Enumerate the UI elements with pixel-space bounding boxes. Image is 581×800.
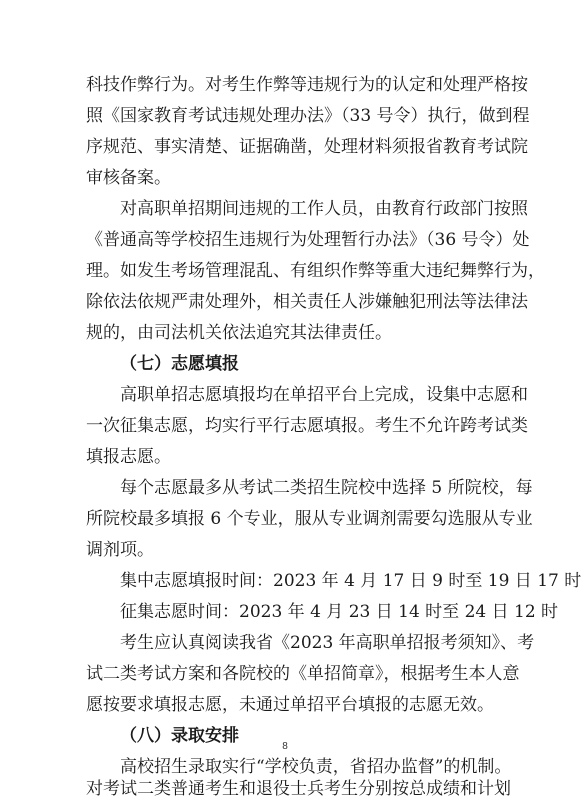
text-line: 集中志愿填报时间：2023 年 4 月 17 日 9 时至 19 日 17 时 xyxy=(120,571,581,591)
text-line: 高校招生录取实行“学校负责，省招办监督”的机制。 xyxy=(120,757,512,777)
text-line: 序规范、事实清楚、证据确凿，处理材料须报省教育考试院 xyxy=(86,137,528,157)
text-line: 所院校最多填报 6 个专业，服从专业调剂需要勾选服从专业 xyxy=(86,509,533,529)
text-line: 照《国家教育考试违规处理办法》（33 号令）执行，做到程 xyxy=(86,106,530,126)
text-line: 高职单招志愿填报均在单招平台上完成，设集中志愿和 xyxy=(120,385,528,405)
text-line: 除依法依规严肃处理外，相关责任人涉嫌触犯刑法等法律法 xyxy=(86,292,528,312)
text-line: 试二类考试方案和各院校的《单招简章》，根据考生本人意 xyxy=(86,664,520,684)
page-number: 8 xyxy=(282,741,288,752)
section-heading: （七）志愿填报 xyxy=(120,354,239,374)
text-line: 科技作弊行为。对考生作弊等违规行为的认定和处理严格按 xyxy=(86,75,528,95)
text-line: 调剂项。 xyxy=(86,540,154,560)
text-line: 理。如发生考场管理混乱、有组织作弊等重大违纪舞弊行为， xyxy=(86,261,545,281)
text-line: 对考试二类普通考生和退役士兵考生分别按总成绩和计划 xyxy=(86,779,511,799)
text-line: 规的，由司法机关依法追究其法律责任。 xyxy=(86,323,392,343)
text-line: 愿按要求填报志愿，未通过单招平台填报的志愿无效。 xyxy=(86,695,494,715)
text-line: 一次征集志愿，均实行平行志愿填报。考生不允许跨考试类 xyxy=(86,416,528,436)
text-line: 审核备案。 xyxy=(86,168,171,188)
section-heading: （八）录取安排 xyxy=(120,726,239,746)
text-line: 征集志愿时间：2023 年 4 月 23 日 14 时至 24 日 12 时 xyxy=(120,602,559,622)
text-line: 每个志愿最多从考试二类招生院校中选择 5 所院校，每 xyxy=(120,478,533,498)
text-line: 对高职单招期间违规的工作人员，由教育行政部门按照 xyxy=(120,199,528,219)
text-line: 考生应认真阅读我省《2023 年高职单招报考须知》、考 xyxy=(120,633,535,653)
text-line: 填报志愿。 xyxy=(86,447,171,467)
text-line: 《普通高等学校招生违规行为处理暂行办法》（36 号令）处 xyxy=(86,230,530,250)
